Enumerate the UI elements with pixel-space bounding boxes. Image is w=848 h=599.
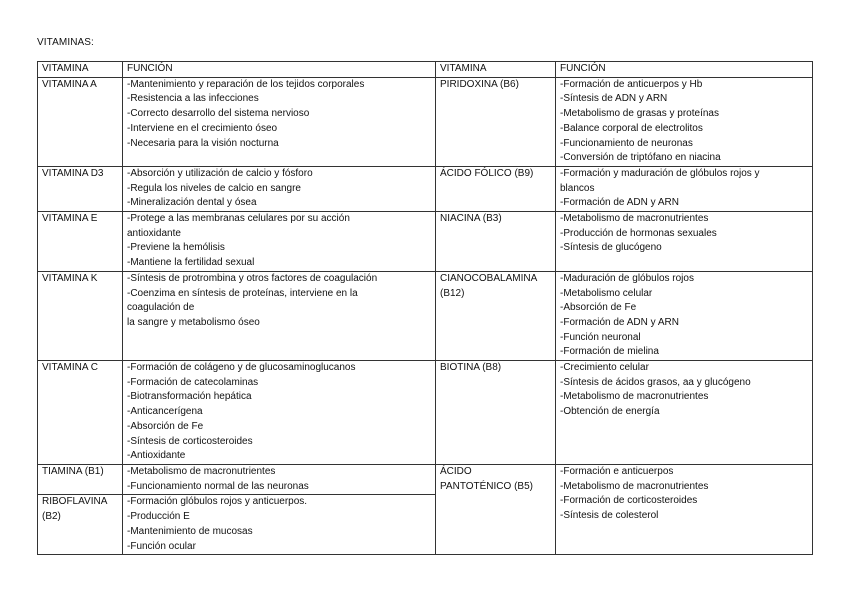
function-cell-line: -Resistencia a las infecciones	[127, 93, 259, 105]
function-cell-line: -Síntesis de ADN y ARN	[560, 93, 668, 105]
function-cell-line: -Maduración de glóbulos rojos	[560, 272, 694, 284]
table-row	[38, 361, 813, 465]
function-cell-line: -Formación glóbulos rojos y anticuerpos.	[127, 496, 308, 508]
function-cell-line: -Anticancerígena	[127, 406, 203, 418]
function-cell-line: -Correcto desarrollo del sistema nervioso	[127, 108, 310, 120]
function-cell-line: -Metabolismo celular	[560, 287, 653, 299]
function-cell-line: -Absorción de Fe	[127, 420, 204, 432]
header-row	[38, 62, 813, 78]
function-cell-line: -Mantenimiento de mucosas	[127, 525, 253, 537]
vitamin-name-cell-line: PANTOTÉNICO (B5)	[440, 480, 533, 492]
vitamin-name-cell-line: BIOTINA (B8)	[440, 362, 502, 374]
function-cell-line: -Conversión de triptófano en niacina	[560, 152, 721, 164]
function-cell-line: -Formación de colágeno y de glucosaminoglucanos	[127, 362, 356, 374]
function-cell	[123, 166, 436, 211]
table-row	[38, 166, 813, 211]
function-cell-line: -Formación de catecolaminas	[127, 376, 259, 388]
vitamin-name-cell-line: (B2)	[42, 511, 61, 523]
page-title: VITAMINAS:	[37, 37, 94, 48]
function-cell-line: -Antioxidante	[127, 450, 186, 462]
function-cell-line: coagulación de	[127, 302, 195, 314]
function-cell-line: -Mantiene la fertilidad sexual	[127, 257, 255, 269]
function-cell-line: -Regula los niveles de calcio en sangre	[127, 182, 301, 194]
vitamin-name-cell-line: VITAMINA K	[42, 272, 98, 284]
header-vitamina-right: VITAMINA	[436, 62, 556, 78]
function-cell-line: -Formación y maduración de glóbulos rojos y	[560, 167, 760, 179]
function-cell	[556, 77, 813, 166]
function-cell-line: -Obtención de energía	[560, 406, 660, 418]
function-cell-line: -Función ocular	[127, 540, 196, 552]
function-cell-line: -Formación de corticosteroides	[560, 495, 698, 507]
function-cell-line: -Biotransformación hepática	[127, 391, 252, 403]
function-cell-line: -Coenzima en síntesis de proteínas, interviene en la	[127, 287, 358, 299]
vitamin-name-cell	[38, 464, 123, 494]
function-cell-line: blancos	[560, 182, 595, 194]
function-cell-line: -Síntesis de glucógeno	[560, 242, 662, 254]
function-cell	[123, 212, 436, 272]
header-vitamina-left: VITAMINA	[38, 62, 123, 78]
vitamin-name-cell-line: NIACINA (B3)	[440, 213, 502, 225]
vitamin-name-cell	[436, 212, 556, 272]
vitamin-name-cell	[38, 361, 123, 465]
vitamin-name-cell	[38, 271, 123, 360]
vitamin-name-cell-line: VITAMINA E	[42, 213, 98, 225]
vitamin-name-cell	[436, 464, 556, 554]
function-cell	[556, 464, 813, 554]
vitamin-name-cell	[38, 495, 123, 555]
vitamin-name-cell-line: VITAMINA C	[42, 362, 98, 374]
function-cell-line: -Mantenimiento y reparación de los tejidos corporales	[127, 78, 365, 90]
header-funcion-right: FUNCIÓN	[556, 62, 813, 78]
vitamin-name-cell	[436, 361, 556, 465]
function-cell-line: -Previene la hemólisis	[127, 242, 225, 254]
function-cell-line: -Metabolismo de macronutrientes	[560, 391, 709, 403]
function-cell-line: -Funcionamiento normal de las neuronas	[127, 480, 309, 492]
function-cell-line: -Síntesis de protrombina y otros factores de coagulación	[127, 272, 378, 284]
vitamin-name-cell	[38, 212, 123, 272]
function-cell-line: -Formación de mielina	[560, 346, 659, 358]
function-cell	[556, 166, 813, 211]
function-cell-line: -Absorción de Fe	[560, 302, 637, 314]
function-cell-line: -Producción de hormonas sexuales	[560, 227, 717, 239]
table-row	[38, 271, 813, 360]
function-cell	[556, 212, 813, 272]
function-cell-line: -Absorción y utilización de calcio y fósforo	[127, 167, 313, 179]
function-cell-line: -Función neuronal	[560, 331, 641, 343]
function-cell-line: -Formación de ADN y ARN	[560, 197, 679, 209]
function-cell-line: -Protege a las membranas celulares por su acción	[127, 213, 350, 225]
function-cell	[123, 271, 436, 360]
function-cell-line: -Producción E	[127, 511, 190, 523]
function-cell	[123, 77, 436, 166]
function-cell-line: -Metabolismo de macronutrientes	[560, 213, 709, 225]
function-cell-line: -Síntesis de corticosteroides	[127, 435, 253, 447]
function-cell-line: -Necesaria para la visión nocturna	[127, 137, 279, 149]
vitamin-name-cell-line: CIANOCOBALAMINA	[440, 272, 538, 284]
function-cell-line: -Mineralización dental y ósea	[127, 197, 257, 209]
function-cell-line: -Síntesis de colesterol	[560, 510, 659, 522]
vitamin-name-cell	[436, 166, 556, 211]
function-cell-line: -Formación de ADN y ARN	[560, 316, 679, 328]
vitamin-name-cell-line: RIBOFLAVINA	[42, 496, 108, 508]
table-row	[38, 77, 813, 166]
function-cell	[123, 464, 436, 494]
table-row	[38, 212, 813, 272]
vitamin-name-cell	[38, 166, 123, 211]
function-cell	[123, 361, 436, 465]
vitamins-table	[37, 61, 813, 555]
header-funcion-left: FUNCIÓN	[123, 62, 436, 78]
function-cell-line: -Funcionamiento de neuronas	[560, 137, 693, 149]
function-cell-line: -Interviene en el crecimiento óseo	[127, 122, 278, 134]
function-cell	[556, 361, 813, 465]
vitamin-name-cell	[38, 77, 123, 166]
vitamin-name-cell-line: VITAMINA A	[42, 78, 97, 90]
function-cell-line: -Síntesis de ácidos grasos, aa y glucógeno	[560, 376, 751, 388]
function-cell-line: la sangre y metabolismo óseo	[127, 316, 260, 328]
function-cell-line: -Metabolismo de macronutrientes	[560, 480, 709, 492]
vitamin-name-cell-line: TIAMINA (B1)	[42, 465, 104, 477]
vitamin-name-cell-line: (B12)	[440, 287, 465, 299]
function-cell-line: -Metabolismo de grasas y proteínas	[560, 108, 719, 120]
vitamin-name-cell-line: ÁCIDO FÓLICO (B9)	[440, 167, 534, 179]
vitamin-name-cell-line: ÁCIDO	[440, 465, 472, 477]
function-cell	[123, 495, 436, 555]
function-cell-line: -Crecimiento celular	[560, 362, 649, 374]
function-cell	[556, 271, 813, 360]
function-cell-line: antioxidante	[127, 227, 181, 239]
function-cell-line: -Formación e anticuerpos	[560, 465, 674, 477]
vitamin-name-cell-line: PIRIDOXINA (B6)	[440, 78, 519, 90]
function-cell-line: -Formación de anticuerpos y Hb	[560, 78, 703, 90]
function-cell-line: -Metabolismo de macronutrientes	[127, 465, 276, 477]
vitamin-name-cell	[436, 271, 556, 360]
vitamin-name-cell	[436, 77, 556, 166]
table-row	[38, 464, 813, 494]
vitamin-name-cell-line: VITAMINA D3	[42, 167, 104, 179]
function-cell-line: -Balance corporal de electrolitos	[560, 122, 703, 134]
